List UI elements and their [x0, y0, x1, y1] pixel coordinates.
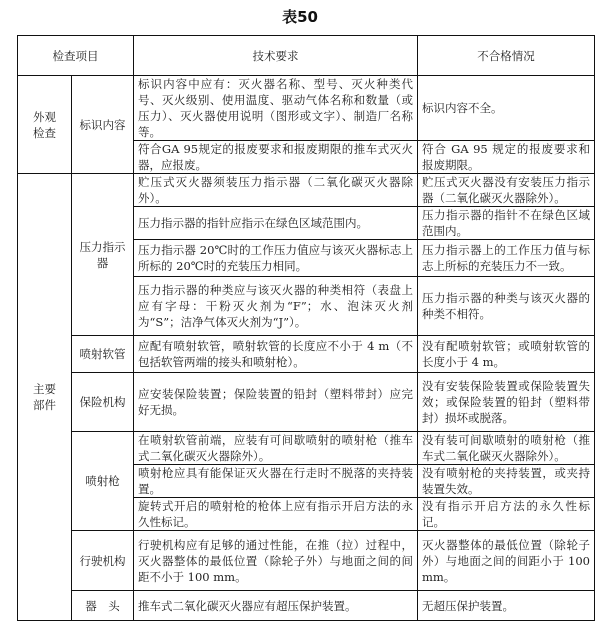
failure-cell: 灭火器整体的最低位置（除轮子外）与地面之间的间距小于 100 mm。 [418, 531, 595, 591]
failure-cell: 标识内容不全。 [418, 76, 595, 141]
table-row [18, 174, 595, 207]
requirement-cell: 压力指示器 20℃时的工作压力值应与该灭火器标志上所标的 20℃时的充装压力相同。 [134, 240, 418, 277]
table-row [18, 76, 595, 141]
requirement-cell: 旋转式开启的喷射枪的枪体上应有指示开启方法的永久性标记。 [134, 498, 418, 531]
header-requirement: 技术要求 [134, 36, 418, 76]
failure-cell: 贮压式灭火器没有安装压力指示器（二氧化碳灭火器除外）。 [418, 174, 595, 207]
failure-cell: 压力指示器的种类与该灭火器的种类不相符。 [418, 277, 595, 336]
table-title: 表50 [282, 8, 318, 26]
item-hose: 喷射软管 [72, 336, 134, 373]
failure-cell: 没有装可间歇喷射的喷射枪（推车式二氧化碳灭火器除外）。 [418, 432, 595, 465]
inspection-table [17, 35, 595, 621]
table-row [18, 432, 595, 465]
table-row [18, 531, 595, 591]
failure-cell: 没有喷射枪的夹持装置，或夹持装置失效。 [418, 465, 595, 498]
item-travel-mechanism: 行驶机构 [72, 531, 134, 591]
requirement-cell: 喷射枪应具有能保证灭火器在行走时不脱落的夹持装置。 [134, 465, 418, 498]
requirement-cell: 压力指示器的种类应与该灭火器的种类相符（表盘上应有字母：干粉灭火剂为“F”；水、泡沫灭火剂为“S”；洁净气体灭火剂为“J”）。 [134, 277, 418, 336]
requirement-cell: 贮压式灭火器须装压力指示器（二氧化碳灭火器除外）。 [134, 174, 418, 207]
item-spray-gun: 喷射枪 [72, 432, 134, 531]
item-pressure-indicator: 压力指示器 [72, 174, 134, 336]
group-main-parts: 主要部件 [18, 174, 72, 621]
item-safety-mechanism: 保险机构 [72, 373, 134, 432]
requirement-cell: 标识内容中应有：灭火器名称、型号、灭火种类代号、灭火级别、使用温度、驱动气体名称和数量（或压力）、灭火器使用说明（图形或文字）、制造厂名称等。 [134, 76, 418, 141]
requirement-cell: 应安装保险装置；保险装置的铅封（塑料带封）应完好无损。 [134, 373, 418, 432]
table-row [18, 591, 595, 621]
failure-cell: 没有安装保险装置或保险装置失效；或保险装置的铅封（塑料带封）损坏或脱落。 [418, 373, 595, 432]
table-row [18, 373, 595, 432]
requirement-cell: 符合GA 95规定的报废要求和报废期限的推车式灭火器，应报废。 [134, 141, 418, 174]
item-marking: 标识内容 [72, 76, 134, 174]
item-head: 器 头 [72, 591, 134, 621]
requirement-cell: 在喷射软管前端，应装有可间歇喷射的喷射枪（推车式二氧化碳灭火器除外）。 [134, 432, 418, 465]
failure-cell: 压力指示器上的工作压力值与标志上所标的充装压力不一致。 [418, 240, 595, 277]
table-row [18, 336, 595, 373]
requirement-cell: 推车式二氧化碳灭火器应有超压保护装置。 [134, 591, 418, 621]
requirement-cell: 压力指示器的指针应指示在绿色区域范围内。 [134, 207, 418, 240]
failure-cell: 没有指示开启方法的永久性标记。 [418, 498, 595, 531]
failure-cell: 无超压保护装置。 [418, 591, 595, 621]
table-header-row [18, 36, 595, 76]
header-item: 检查项目 [18, 36, 134, 76]
failure-cell: 没有配喷射软管；或喷射软管的长度小于 4 m。 [418, 336, 595, 373]
failure-cell: 压力指示器的指针不在绿色区域范围内。 [418, 207, 595, 240]
failure-cell: 符合 GA 95 规定的报废要求和报废期限。 [418, 141, 595, 174]
requirement-cell: 行驶机构应有足够的通过性能，在推（拉）过程中，灭火器整体的最低位置（除轮子外）与地面之间的间距不小于 100 mm。 [134, 531, 418, 591]
requirement-cell: 应配有喷射软管，喷射软管的长度应不小于 4 m（不包括软管两端的接头和喷射枪）。 [134, 336, 418, 373]
group-appearance: 外观检查 [18, 76, 72, 174]
header-failure: 不合格情况 [418, 36, 595, 76]
